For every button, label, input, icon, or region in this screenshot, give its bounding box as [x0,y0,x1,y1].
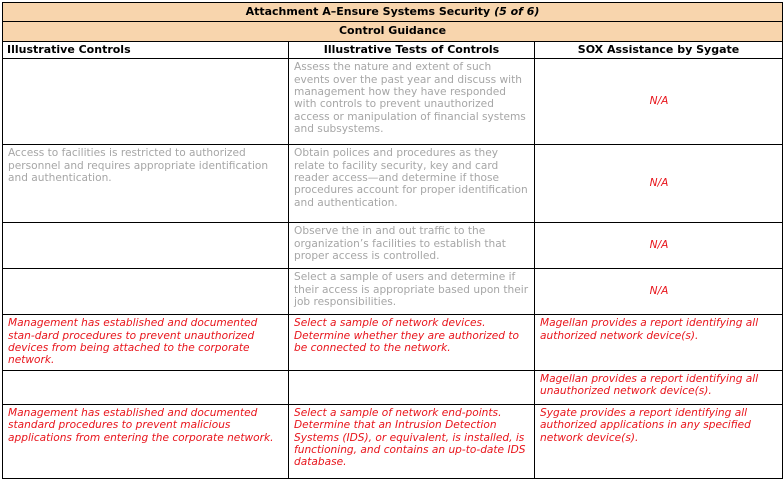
table-title-text: Attachment A–Ensure Systems Security [245,5,491,18]
sox-cell: Sygate provides a report identifying all authorized applications in any specified network device(s). [535,404,783,478]
table-title-suffix: (5 of 6) [494,5,540,18]
table-row [3,315,783,371]
test-cell: Obtain polices and procedures as they relate to facility security, key and card reader access—and determine if those procedures account for proper identification and authentication. [289,145,535,223]
test-cell: Assess the nature and extent of such events over the past year and discuss with management how they have responded with controls to prevent unauthorized access or manipulation of financial systems and subsystems. [289,59,535,145]
column-header-row [3,41,783,58]
column-header-controls: Illustrative Controls [3,41,289,58]
document-page [2,2,782,479]
test-cell: Select a sample of network devices. Determine whether they are authorized to be connected to the network. [289,315,535,371]
control-cell [3,269,289,315]
table-row [3,404,783,478]
table-subtitle: Control Guidance [3,22,783,41]
subtitle-row [3,22,783,41]
table-row [3,59,783,145]
title-row [3,3,783,22]
control-cell: Management has established and documented standard procedures to prevent malicious applications from entering the corporate network. [3,404,289,478]
test-cell: Select a sample of users and determine if their access is appropriate based upon their job responsibilities. [289,269,535,315]
control-cell [3,223,289,269]
table-row [3,145,783,223]
control-cell: Access to facilities is restricted to authorized personnel and requires appropriate identification and authentication. [3,145,289,223]
control-cell [3,370,289,404]
sox-cell: N/A [535,223,783,269]
sox-cell: N/A [535,269,783,315]
column-header-sox: SOX Assistance by Sygate [535,41,783,58]
control-cell: Management has established and documented stan-dard procedures to prevent unauthorized devices from being attached to the corporate network. [3,315,289,371]
test-cell: Select a sample of network end-points. Determine that an Intrusion Detection Systems (IDS), or equivalent, is installed, is functioning, and contains an up-to-date IDS database. [289,404,535,478]
sox-cell: Magellan provides a report identifying all unauthorized network device(s). [535,370,783,404]
sox-cell: N/A [535,145,783,223]
table-row [3,223,783,269]
sox-cell: Magellan provides a report identifying all authorized network device(s). [535,315,783,371]
table-row [3,269,783,315]
control-cell [3,59,289,145]
column-header-tests: Illustrative Tests of Controls [289,41,535,58]
test-cell [289,370,535,404]
table-row [3,370,783,404]
table-title [3,3,783,22]
controls-table [2,2,783,479]
sox-cell: N/A [535,59,783,145]
test-cell: Observe the in and out traffic to the organization’s facilities to establish that proper access is controlled. [289,223,535,269]
